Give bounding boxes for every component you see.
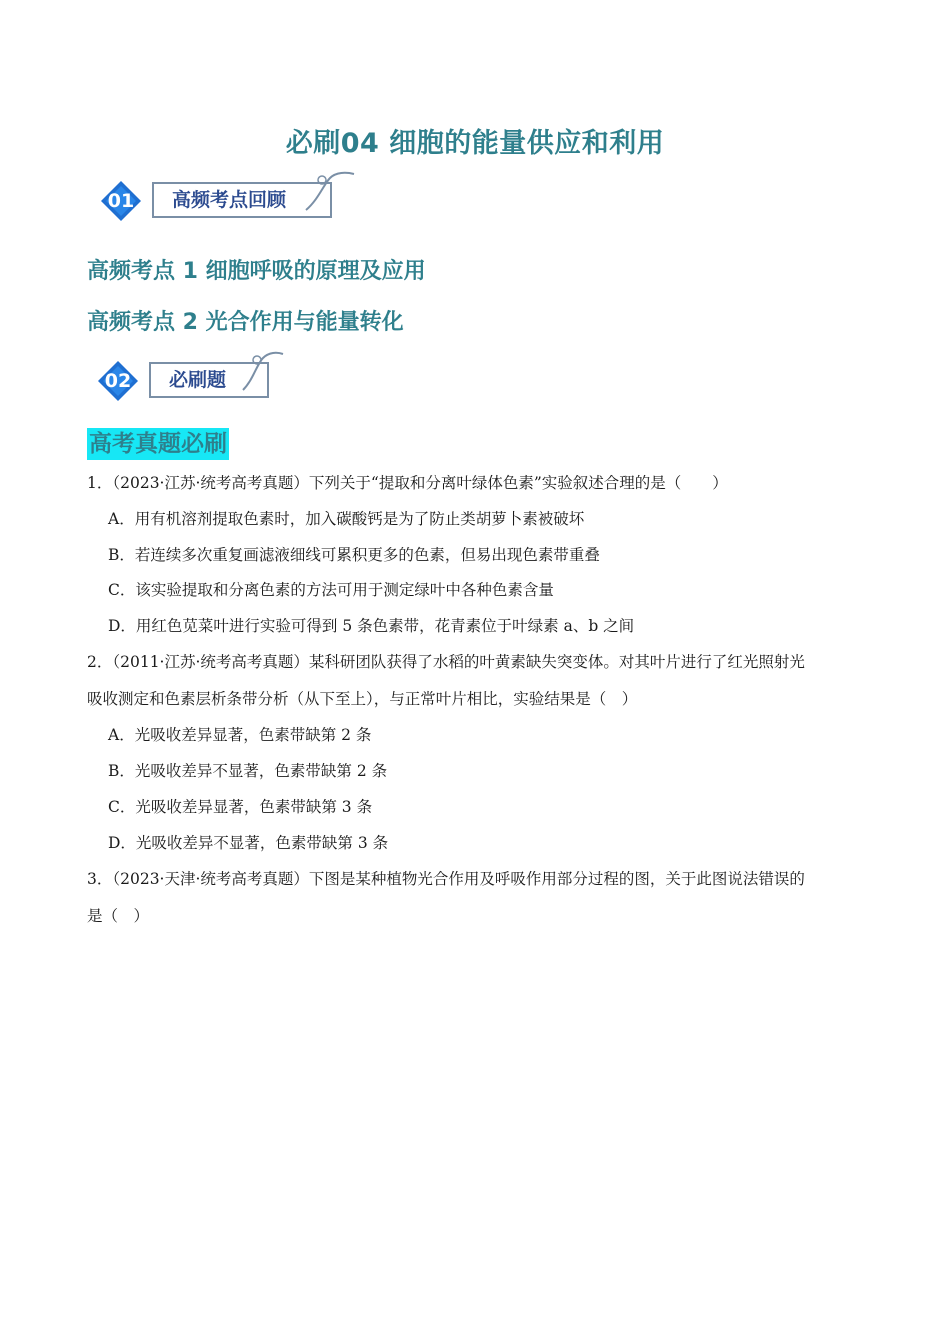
section-label: 必刷题: [169, 369, 227, 391]
section-number-badge: [97, 360, 139, 402]
section-label: 高频考点回顾: [172, 189, 287, 211]
question-2-option-b: B．光吸收差异不显著，色素带缺第 2 条: [108, 762, 388, 780]
question-2-stem-line-1: 2．（2011·江苏·统考高考真题）某科研团队获得了水稻的叶黄素缺失突变体。对其叶片进行了红光照射光: [87, 653, 805, 671]
question-1-option-c: C．该实验提取和分离色素的方法可用于测定绿叶中各种色素含量: [108, 581, 554, 599]
key-point-heading-1: 高频考点 1 细胞呼吸的原理及应用: [87, 259, 426, 284]
highlight-heading: 高考真题必刷: [87, 428, 229, 460]
question-3-stem-line-2: 是（ ）: [87, 907, 150, 925]
key-point-heading-2: 高频考点 2 光合作用与能量转化: [87, 310, 404, 335]
question-1-option-b: B．若连续多次重复画滤液细线可累积更多的色素，但易出现色素带重叠: [108, 546, 600, 564]
question-2-option-d: D．光吸收差异不显著，色素带缺第 3 条: [108, 834, 389, 852]
question-1-option-d: D．用红色苋菜叶进行实验可得到 5 条色素带，花青素位于叶绿素 a、b 之间: [108, 617, 635, 635]
question-3-stem-line-1: 3．（2023·天津·统考高考真题）下图是某种植物光合作用及呼吸作用部分过程的图，关于此图说法错误的: [87, 870, 805, 888]
ribbon-swirl-icon: [300, 170, 360, 214]
question-2-option-a: A．光吸收差异显著，色素带缺第 2 条: [108, 726, 372, 744]
question-2-option-c: C．光吸收差异显著，色素带缺第 3 条: [108, 798, 373, 816]
section-number: 02: [104, 370, 132, 392]
page-title: 必刷04 细胞的能量供应和利用: [285, 128, 665, 159]
section-badge-review: [100, 180, 360, 222]
question-2-stem-line-2: 吸收测定和色素层析条带分析（从下至上），与正常叶片相比，实验结果是（ ）: [87, 690, 638, 708]
ribbon-swirl-icon: [237, 350, 287, 394]
question-1-stem: 1．（2023·江苏·统考高考真题）下列关于“提取和分离叶绿体色素”实验叙述合理的是（ ）: [87, 474, 728, 492]
section-number: 01: [107, 190, 135, 212]
question-1-option-a: A．用有机溶剂提取色素时，加入碳酸钙是为了防止类胡萝卜素被破坏: [108, 510, 585, 528]
section-badge-practice: [97, 360, 297, 402]
section-number-badge: [100, 180, 142, 222]
